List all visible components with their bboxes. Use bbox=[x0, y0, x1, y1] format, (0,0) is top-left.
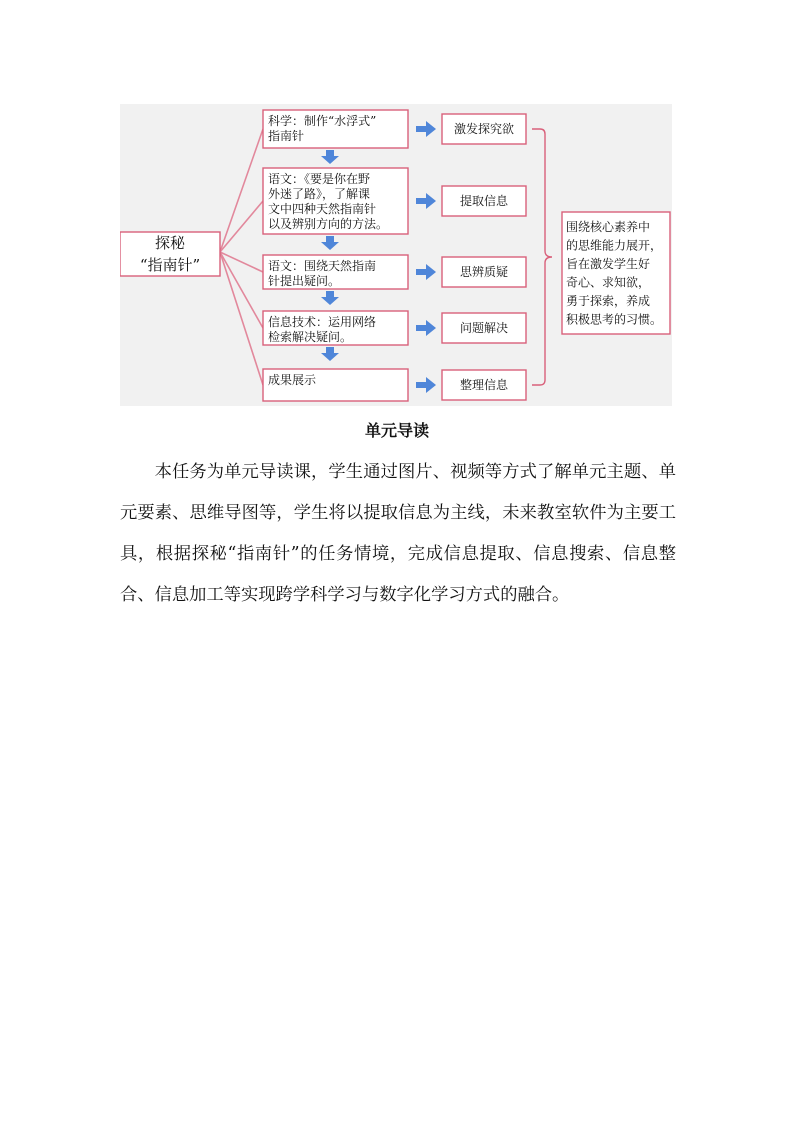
outcome-text-5: 整理信息 bbox=[459, 378, 509, 392]
step-text-1-2: 指南针 bbox=[268, 129, 305, 143]
step-text-3-1: 语文：围绕天然指南 bbox=[268, 259, 377, 273]
root-label-line-2: “指南针” bbox=[139, 256, 201, 274]
step-text-5-1: 成果展示 bbox=[268, 373, 317, 387]
step-text-1-1: 科学：制作“水浮式” bbox=[268, 114, 377, 128]
summary-text-4: 奇心、求知欲， bbox=[566, 275, 651, 290]
step-text-2-2: 外迷了路》，了解课 bbox=[268, 187, 371, 201]
intro-paragraph: 本任务为单元导读课，学生通过图片、视频等方式了解单元主题、单元要素、思维导图等，学生将以提取信息为主线，未来教室软件为主要工具，根据探秘“指南针”的任务情境，完成信息提取、信息搜索、信息整合、信息加工等实现跨学科学习与数字化学习方式的融合。 bbox=[120, 462, 676, 605]
step-text-2-3: 文中四种天然指南针 bbox=[268, 202, 377, 216]
summary-text-2: 的思维能力展开， bbox=[566, 238, 663, 253]
mind-map-figure bbox=[120, 104, 672, 406]
step-text-2-4: 以及辨别方向的方法。 bbox=[268, 217, 389, 231]
outcome-text-3: 思辨质疑 bbox=[459, 265, 509, 279]
step-text-4-1: 信息技术：运用网络 bbox=[268, 315, 377, 329]
mind-map-diagram bbox=[120, 104, 672, 406]
step-text-2-1: 语文：《要是你在野 bbox=[268, 172, 371, 186]
body-text bbox=[120, 452, 676, 616]
summary-text-3: 旨在激发学生好 bbox=[566, 257, 651, 271]
figure-caption: 单元导读 bbox=[364, 421, 429, 440]
outcome-text-1: 激发探究欲 bbox=[453, 122, 515, 136]
outcome-text-4: 问题解决 bbox=[459, 321, 509, 335]
outcome-text-2: 提取信息 bbox=[459, 194, 509, 208]
summary-text-5: 勇于探索，养成 bbox=[566, 294, 651, 308]
step-text-3-2: 针提出疑问。 bbox=[268, 274, 341, 288]
summary-text-6: 积极思考的习惯。 bbox=[566, 312, 663, 327]
summary-text-1: 围绕核心素养中 bbox=[566, 220, 651, 234]
step-text-4-2: 检索解决疑问。 bbox=[268, 330, 353, 344]
root-label-line-1: 探秘 bbox=[154, 234, 186, 252]
